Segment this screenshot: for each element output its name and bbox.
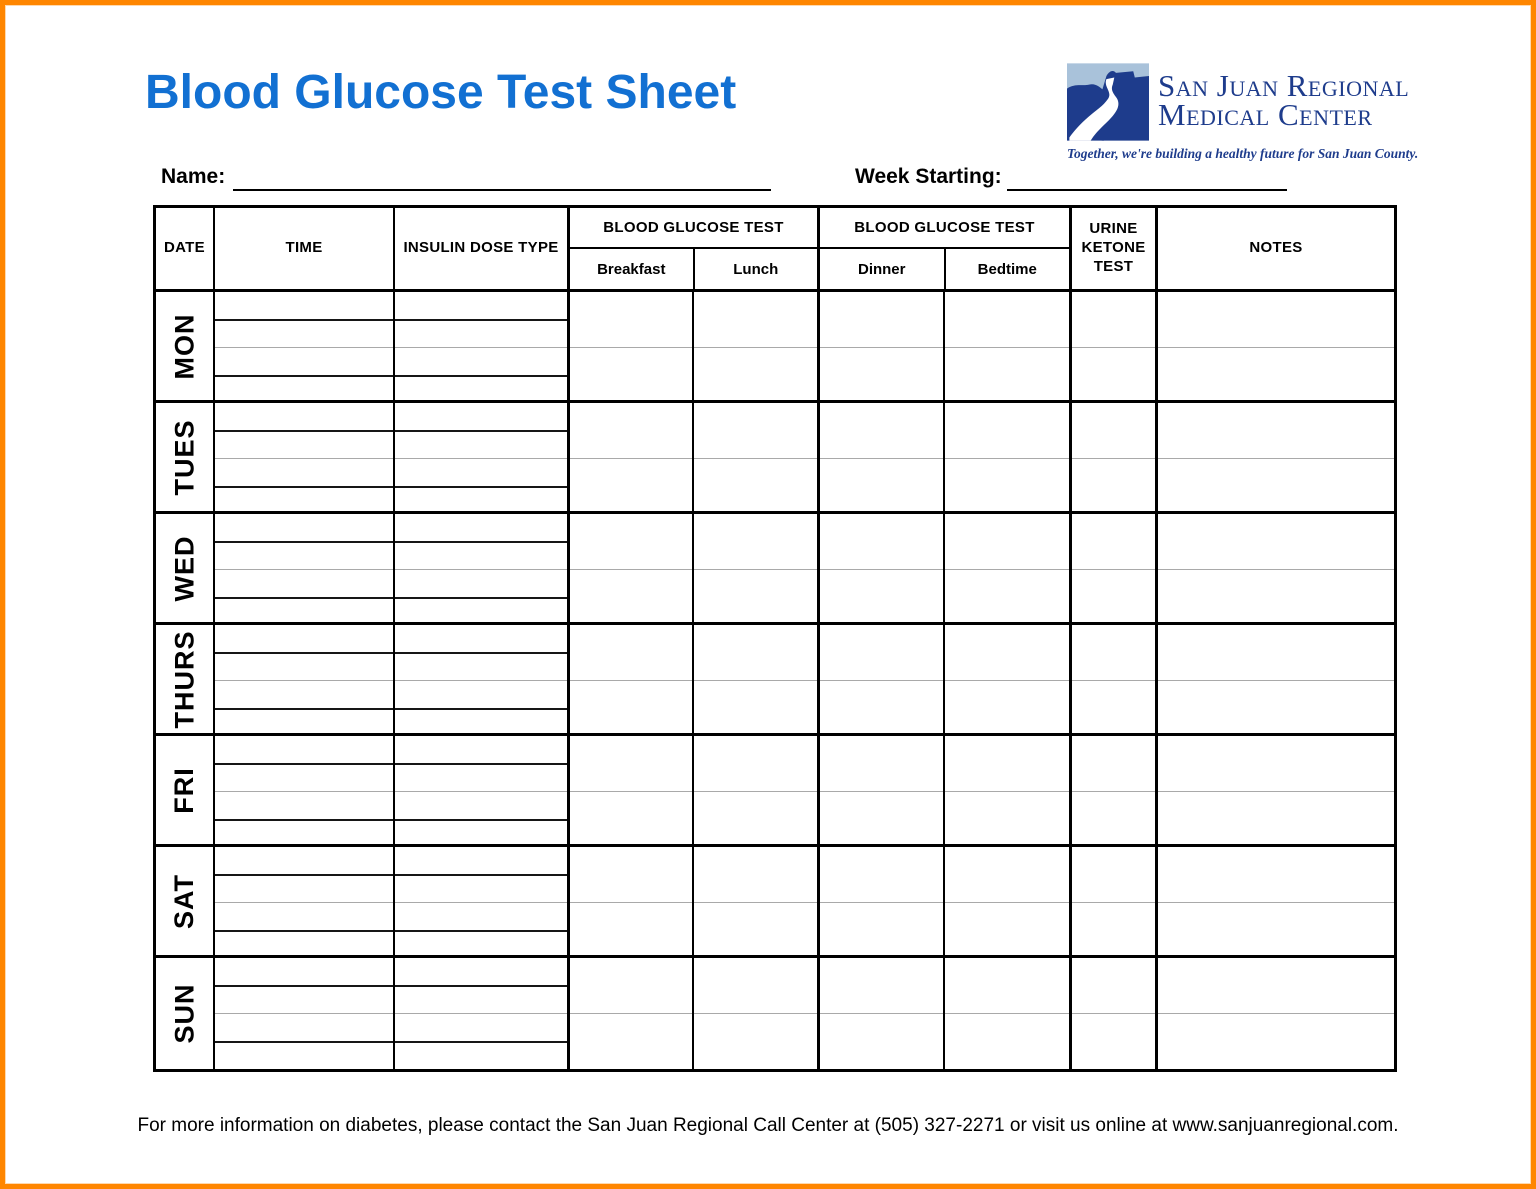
header-subrow-1 [570, 249, 817, 289]
day-label-cell [156, 736, 213, 844]
day-row-fri [156, 736, 1394, 847]
day-label: SUN [169, 983, 200, 1044]
dinner-entry-cell[interactable] [817, 847, 943, 955]
bedtime-entry-cell[interactable] [943, 958, 1069, 1069]
day-label: TUES [169, 418, 200, 496]
breakfast-entry-cell[interactable] [567, 292, 692, 400]
footer-contact-text: For more information on diabetes, please contact the San Juan Regional Call Center at (505) 327-2271 or visit us online at www.sanjuanregional.com. [137, 1115, 1399, 1136]
day-row-mon [156, 292, 1394, 403]
breakfast-entry-cell[interactable] [567, 625, 692, 733]
urine-ketone-entry-cell[interactable] [1069, 292, 1155, 400]
time-entry-cell[interactable] [213, 736, 393, 844]
day-label-cell [156, 403, 213, 511]
header-insulin-dose-type: INSULIN DOSE TYPE [393, 208, 567, 289]
lunch-entry-cell[interactable] [692, 514, 817, 622]
breakfast-entry-cell[interactable] [567, 847, 692, 955]
header-group-blood-glucose-2 [817, 208, 1069, 289]
day-row-tues [156, 403, 1394, 514]
insulin-entry-cell[interactable] [393, 292, 567, 400]
time-entry-cell[interactable] [213, 958, 393, 1069]
urine-ketone-entry-cell[interactable] [1069, 514, 1155, 622]
header-blood-glucose-test-2: BLOOD GLUCOSE TEST [820, 208, 1069, 249]
header-group-blood-glucose-1 [567, 208, 817, 289]
bedtime-entry-cell[interactable] [943, 625, 1069, 733]
day-label-cell [156, 514, 213, 622]
lunch-entry-cell[interactable] [692, 292, 817, 400]
day-row-sat [156, 847, 1394, 958]
bedtime-entry-cell[interactable] [943, 292, 1069, 400]
bedtime-entry-cell[interactable] [943, 514, 1069, 622]
day-label-cell [156, 292, 213, 400]
time-entry-cell[interactable] [213, 514, 393, 622]
header-bedtime: Bedtime [944, 249, 1070, 289]
day-label: FRI [169, 766, 199, 814]
urine-ketone-entry-cell[interactable] [1069, 847, 1155, 955]
insulin-entry-cell[interactable] [393, 958, 567, 1069]
logo-row [1067, 63, 1410, 141]
notes-entry-cell[interactable] [1155, 625, 1394, 733]
time-entry-cell[interactable] [213, 403, 393, 511]
logo-name-line1: San Juan Regional [1158, 68, 1410, 103]
day-row-wed [156, 514, 1394, 625]
header-date: DATE [164, 239, 205, 257]
logo-name-line2: Medical Center [1158, 97, 1373, 133]
dinner-entry-cell[interactable] [817, 958, 943, 1069]
week-starting-field-label: Week Starting: [855, 165, 1002, 188]
day-label: MON [169, 313, 199, 379]
urine-ketone-entry-cell[interactable] [1069, 403, 1155, 511]
header-breakfast: Breakfast [597, 260, 666, 278]
dinner-entry-cell[interactable] [817, 736, 943, 844]
header-time: TIME [213, 208, 393, 289]
insulin-entry-cell[interactable] [393, 736, 567, 844]
day-label-cell [156, 625, 213, 733]
time-entry-cell[interactable] [213, 625, 393, 733]
logo-text [1158, 63, 1410, 133]
header-dinner: Dinner [857, 260, 906, 278]
hospital-logo [1067, 63, 1419, 162]
notes-entry-cell[interactable] [1155, 292, 1394, 400]
header-lunch: Lunch [693, 249, 818, 289]
header-blood-glucose-test-1: BLOOD GLUCOSE TEST [570, 208, 817, 249]
mountain-river-logo-icon [1067, 63, 1149, 141]
header-notes: NOTES [1155, 208, 1394, 289]
time-entry-cell[interactable] [213, 292, 393, 400]
insulin-entry-cell[interactable] [393, 514, 567, 622]
urine-ketone-entry-cell[interactable] [1069, 958, 1155, 1069]
lunch-entry-cell[interactable] [692, 403, 817, 511]
day-row-sun [156, 958, 1394, 1069]
insulin-entry-cell[interactable] [393, 625, 567, 733]
name-input-line[interactable] [233, 165, 771, 191]
day-row-thurs [156, 625, 1394, 736]
breakfast-entry-cell[interactable] [567, 514, 692, 622]
lunch-entry-cell[interactable] [692, 736, 817, 844]
bedtime-entry-cell[interactable] [943, 847, 1069, 955]
insulin-entry-cell[interactable] [393, 847, 567, 955]
lunch-entry-cell[interactable] [692, 847, 817, 955]
breakfast-entry-cell[interactable] [567, 736, 692, 844]
insulin-entry-cell[interactable] [393, 403, 567, 511]
dinner-entry-cell[interactable] [817, 292, 943, 400]
day-label: WED [169, 535, 199, 601]
glucose-log-table [153, 205, 1397, 1072]
breakfast-entry-cell[interactable] [567, 403, 692, 511]
day-label-cell [156, 958, 213, 1069]
day-label: SAT [169, 873, 199, 929]
notes-entry-cell[interactable] [1155, 514, 1394, 622]
week-starting-input-line[interactable] [1007, 165, 1287, 191]
dinner-entry-cell[interactable] [817, 625, 943, 733]
day-label: THURS [169, 630, 199, 728]
notes-entry-cell[interactable] [1155, 958, 1394, 1069]
lunch-entry-cell[interactable] [692, 958, 817, 1069]
urine-ketone-entry-cell[interactable] [1069, 625, 1155, 733]
notes-entry-cell[interactable] [1155, 403, 1394, 511]
logo-tagline: Together, we're building a healthy future for San Juan County. [1067, 146, 1419, 161]
header-subrow-2 [820, 249, 1069, 289]
bedtime-entry-cell[interactable] [943, 736, 1069, 844]
dinner-entry-cell[interactable] [817, 514, 943, 622]
day-label-cell [156, 847, 213, 955]
notes-entry-cell[interactable] [1155, 736, 1394, 844]
name-field-label: Name: [161, 165, 226, 188]
notes-entry-cell[interactable] [1155, 847, 1394, 955]
breakfast-entry-cell[interactable] [567, 958, 692, 1069]
bedtime-entry-cell[interactable] [943, 403, 1069, 511]
page-title: Blood Glucose Test Sheet [145, 66, 737, 119]
lunch-entry-cell[interactable] [692, 625, 817, 733]
header-urine-ketone-test: URINE KETONE TEST [1069, 208, 1155, 289]
dinner-entry-cell[interactable] [817, 403, 943, 511]
time-entry-cell[interactable] [213, 847, 393, 955]
urine-ketone-entry-cell[interactable] [1069, 736, 1155, 844]
table-header-row [156, 208, 1394, 292]
